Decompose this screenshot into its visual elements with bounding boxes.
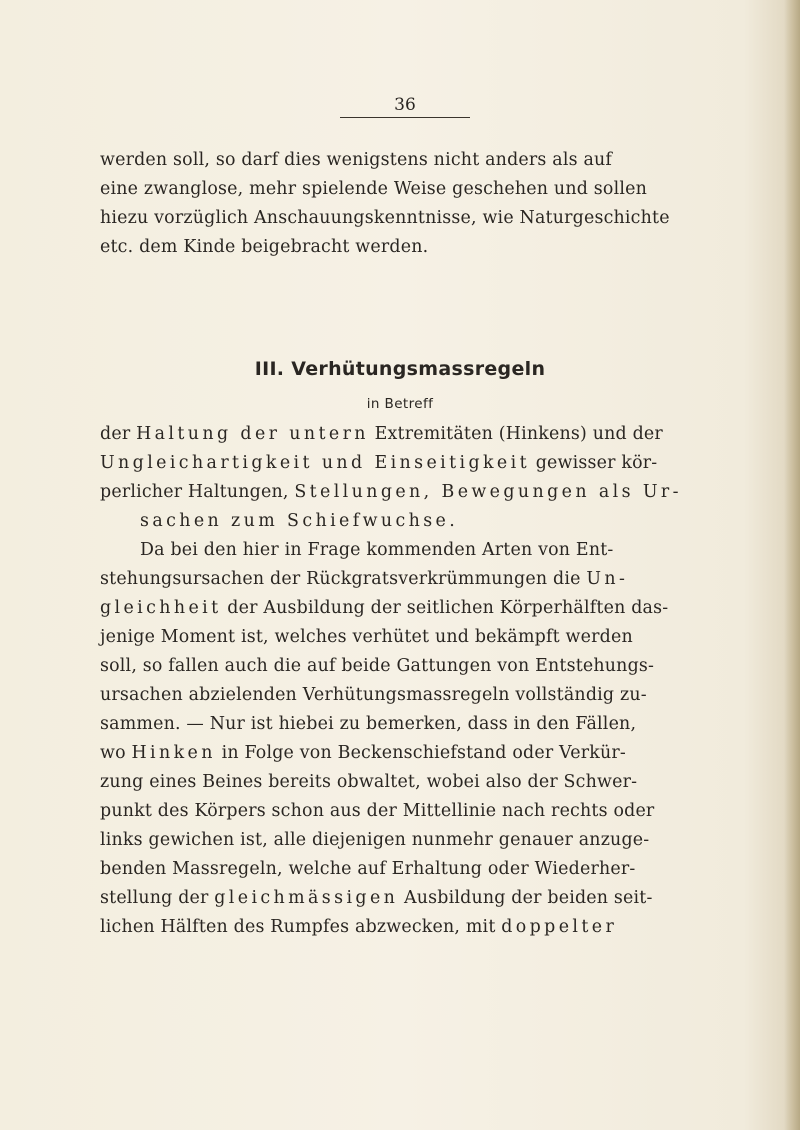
body-paragraph: [100, 536, 740, 942]
intro-paragraph: [100, 146, 740, 262]
text-line: werden soll, so darf dies wenigstens nicht anders als auf: [100, 150, 613, 170]
spaced-emphasis: Stellungen, Bewegungen als Ur-: [294, 482, 682, 502]
text-line: der Haltung der untern Extremitäten (Hinkens) und der: [100, 424, 663, 444]
text-line: jenige Moment ist, welches verhütet und bekämpft werden: [100, 627, 633, 647]
text-line: etc. dem Kinde beigebracht werden.: [100, 237, 429, 257]
spaced-emphasis: Ungleichartigkeit und Einseitigkeit: [100, 453, 530, 473]
spaced-emphasis: gleichheit: [100, 598, 222, 618]
text-line: sammen. — Nur ist hiebei zu bemerken, dass in den Fällen,: [100, 714, 637, 734]
text-line: perlicher Haltungen, Stellungen, Bewegungen als Ur-: [100, 482, 682, 502]
spaced-emphasis: Hinken: [131, 743, 216, 763]
page-edge-shadow: [784, 0, 800, 1130]
section-title-block: [100, 420, 740, 536]
text-line: links gewichen ist, alle diejenigen nunmehr genauer anzuge-: [100, 830, 650, 850]
text-line: soll, so fallen auch die auf beide Gattungen von Entstehungs-: [100, 656, 655, 676]
text-line: hiezu vorzüglich Anschauungskenntnisse, wie Naturgeschichte: [100, 208, 670, 228]
section-heading: III. Verhütungsmassregeln: [254, 358, 546, 380]
text-line: stehungsursachen der Rückgratsverkrümmungen die Un-: [100, 569, 629, 589]
text-line: stellung der gleichmässigen Ausbildung der beiden seit-: [100, 888, 653, 908]
text-line: [100, 507, 740, 536]
spaced-emphasis: sachen zum Schiefwuchse.: [140, 511, 459, 531]
section-subheading: in Betreff: [366, 396, 434, 412]
text-line: wo Hinken in Folge von Beckenschiefstand oder Verkür-: [100, 743, 626, 763]
text-line: lichen Hälften des Rumpfes abzwecken, mit doppelter: [100, 917, 618, 937]
text-line: gleichheit der Ausbildung der seitlichen Körperhälften das-: [100, 598, 669, 618]
text-line: Da bei den hier in Frage kommenden Arten von Ent-: [140, 540, 614, 560]
page-number: 36: [340, 95, 470, 118]
text-line: ursachen abzielenden Verhütungsmassregeln vollständig zu-: [100, 685, 647, 705]
text-line: eine zwanglose, mehr spielende Weise geschehen und sollen: [100, 179, 647, 199]
text-line: punkt des Körpers schon aus der Mittellinie nach rechts oder: [100, 801, 655, 821]
text-line: zung eines Beines bereits obwaltet, wobei also der Schwer-: [100, 772, 638, 792]
spaced-emphasis: Un-: [586, 569, 629, 589]
text-line: benden Massregeln, welche auf Erhaltung oder Wiederher-: [100, 859, 636, 879]
spaced-emphasis: gleichmässigen: [214, 888, 399, 908]
spaced-emphasis: doppelter: [501, 917, 618, 937]
text-line: Ungleichartigkeit und Einseitigkeit gewisser kör-: [100, 453, 658, 473]
spaced-emphasis: Haltung der untern: [136, 424, 369, 444]
